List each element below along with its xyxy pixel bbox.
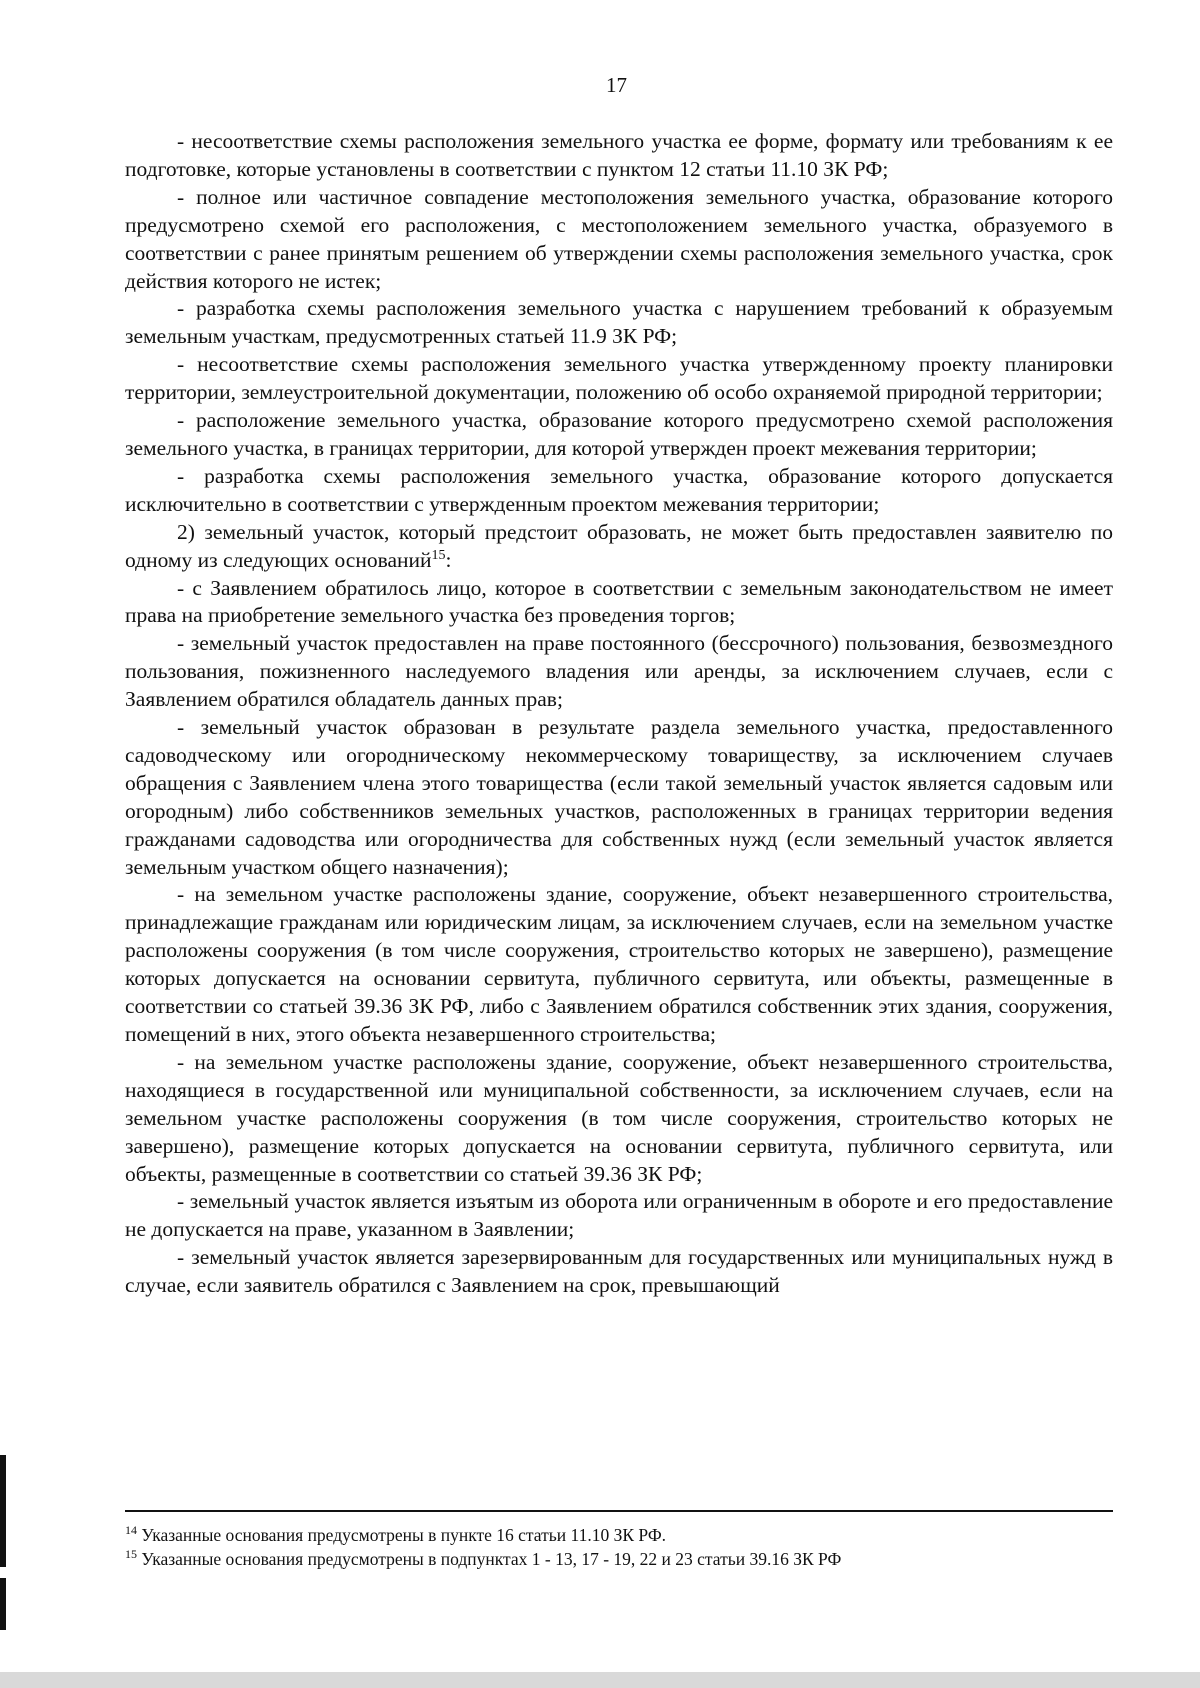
paragraph: - с Заявлением обратилось лицо, которое в соответствии с земельным законодательством не имеет права на приобретение земельного участка без проведения торгов; xyxy=(125,575,1113,628)
paragraph: - расположение земельного участка, образование которого предусмотрено схемой расположения земельного участка, в границах территории, для которой утвержден проект межевания территории; xyxy=(125,408,1113,460)
paragraph: - земельный участок является зарезервированным для государственных или муниципальных нужд в случае, если заявитель обратился с Заявлением на срок, превышающий xyxy=(125,1245,1113,1298)
paragraph: - на земельном участке расположены здание, сооружение, объект незавершенного строительства, находящиеся в государственной или муниципальной собственности, за исключением случаев, если на земельном участке расположены сооружения (в том числе сооружения, строительство которых не завершено), размещение которых допускается на основании сервитута, публичного сервитута, или объекты, размещенные в соответствии со статьей 39.36 ЗК РФ; xyxy=(125,1049,1113,1186)
footnote-mark: 15 xyxy=(125,1547,137,1562)
footnote-15 xyxy=(125,1547,1113,1571)
footnote-14 xyxy=(125,1523,1113,1547)
footnote-ref-15[interactable]: 15 xyxy=(431,547,446,563)
paragraph: - полное или частичное совпадение местоположения земельного участка, образование которого предусмотрено схемой его расположения, с местоположением земельного участка, образуемого в соответствии с ранее принятым решением об утверждении схемы расположения земельного участка, срок действия которого не истек; xyxy=(125,184,1113,293)
footnote-mark: 14 xyxy=(125,1523,137,1538)
paragraph-item-2 xyxy=(125,519,1113,575)
footnote-text: Указанные основания предусмотрены в подпунктах 1 - 13, 17 - 19, 22 и 23 статьи 39.16 ЗК РФ xyxy=(137,1549,842,1569)
paragraph: - на земельном участке расположены здание, сооружение, объект незавершенного строительства, принадлежащие гражданам или юридическим лицам, за исключением случаев, если на земельном участке расположены сооружения (в том числе сооружения, строительство которых не завершено), размещение которых допускается на основании сервитута, публичного сервитута, или объекты, размещенные в соответствии со статьей 39.36 ЗК РФ, либо с Заявлением обратился собственник этих здания, сооружения, помещений в них, этого объекта незавершенного строительства; xyxy=(125,882,1113,1046)
scan-edge-mark xyxy=(0,1578,6,1630)
paragraph: - несоответствие схемы расположения земельного участка ее форме, формату или требованиям к ее подготовке, которые установлены в соответствии с пунктом 12 статьи 11.10 ЗК РФ; xyxy=(125,129,1113,181)
paragraph: - земельный участок образован в результате раздела земельного участка, предоставленного садоводческому или огородническому некоммерческому товариществу, за исключением случаев обращения с Заявлением члена этого товарищества (если такой земельный участок является садовым или огородным) либо собственников земельных участков, расположенных в границах территории ведения гражданами садоводства или огородничества для собственных нужд (если земельный участок является земельным участком общего назначения); xyxy=(125,715,1113,879)
paragraph: - земельный участок является изъятым из оборота или ограниченным в обороте и его предоставление не допускается на праве, указанном в Заявлении; xyxy=(125,1189,1113,1242)
footnotes xyxy=(125,1523,1113,1571)
paragraph: - земельный участок предоставлен на праве постоянного (бессрочного) пользования, безвозмездного пользования, пожизненного наследуемого владения или аренды, за исключением случаев, если с Заявлением обратился обладатель данных прав; xyxy=(125,631,1113,712)
footnote-text: Указанные основания предусмотрены в пункте 16 статьи 11.10 ЗК РФ. xyxy=(137,1525,667,1545)
paragraph: - несоответствие схемы расположения земельного участка утвержденному проекту планировки территории, землеустроительной документации, положению об особо охраняемой природной территории; xyxy=(125,352,1113,405)
page-number: 17 xyxy=(606,73,627,97)
paragraph: - разработка схемы расположения земельного участка с нарушением требований к образуемым земельным участкам, предусмотренных статьей 11.9 ЗК РФ; xyxy=(125,296,1113,349)
document-body xyxy=(125,128,1113,1300)
item-2-text: 2) земельный участок, который предстоит образовать, не может быть предоставлен заявителю по одному из следующих оснований xyxy=(125,519,1113,572)
item-2-tail: : xyxy=(445,547,452,572)
paragraph: - разработка схемы расположения земельного участка, образование которого допускается исключительно в соответствии с утвержденным проектом межевания территории; xyxy=(125,463,1113,516)
footnote-divider xyxy=(125,1510,1113,1512)
scan-bottom-band xyxy=(0,1672,1200,1688)
scan-edge-mark xyxy=(0,1455,6,1567)
